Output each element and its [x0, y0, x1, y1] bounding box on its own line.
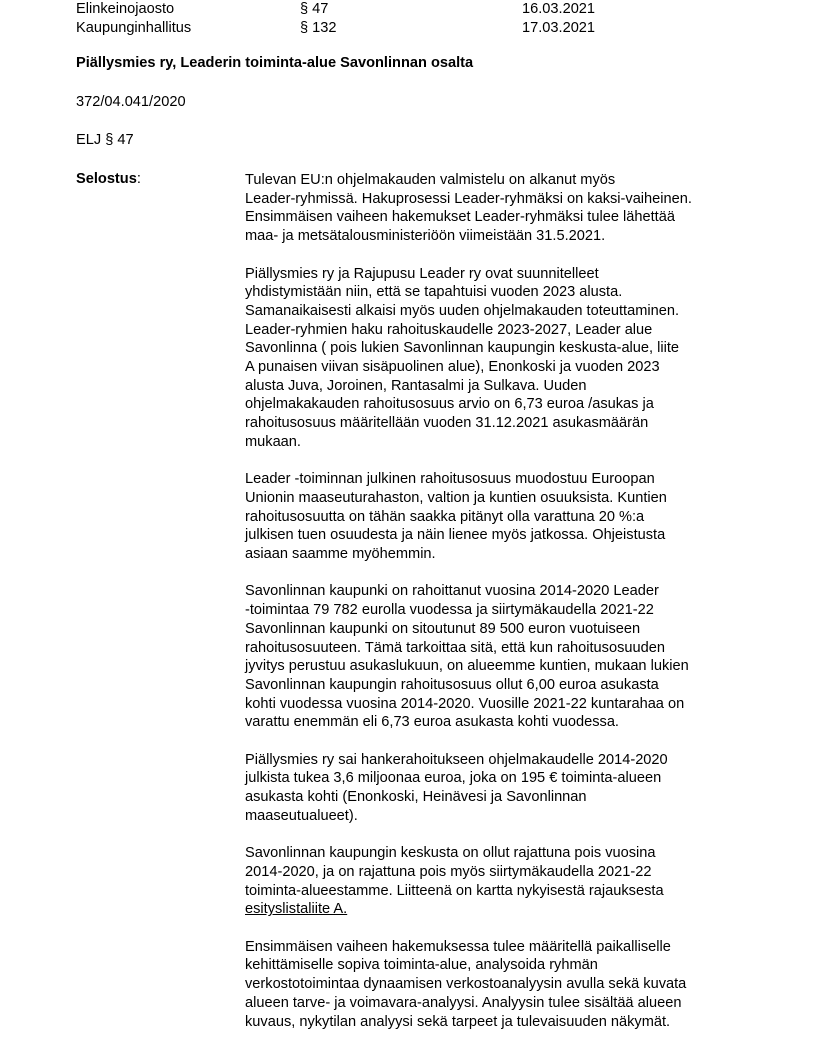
paragraph-line: rahoitusosuutta on tähän saakka pitänyt olla varattuna 20 %:a — [245, 508, 645, 525]
selostus-body — [245, 171, 745, 1050]
paragraph-2 — [245, 265, 745, 452]
paragraph-1 — [245, 171, 745, 246]
paragraph-line: Tulevan EU:n ohjelmakauden valmistelu on alkanut myös — [245, 172, 616, 188]
header-date: 16.03.2021 — [522, 1, 596, 17]
header-row-elinkeinojaosto — [76, 0, 776, 19]
paragraph-line: -toimintaa 79 782 eurolla vuodessa ja siirtymäkaudella 2021-22 — [245, 602, 654, 619]
paragraph-line: kuvaus, nykytilan analyysi sekä tarpeet ja tulevaisuuden näkymät. — [245, 1013, 671, 1030]
paragraph-7 — [245, 938, 745, 1032]
header-body-name: Elinkeinojaosto — [76, 1, 175, 17]
paragraph-5 — [245, 751, 745, 826]
paragraph-line: rahoitusosuus määritellään vuoden 31.12.2021 asukasmäärän — [245, 415, 649, 432]
paragraph-line: alusta Juva, Joroinen, Rantasalmi ja Sulkava. Uuden — [245, 377, 587, 394]
paragraph-6 — [245, 844, 745, 919]
paragraph-line: varattu enemmän eli 6,73 euroa asukasta kohti vuodessa. — [245, 714, 619, 731]
attachment-link[interactable]: esityslistaliite A. — [245, 901, 348, 918]
header-section-number: § 47 — [300, 1, 329, 17]
paragraph-line: kehittämiselle sopiva toiminta-alue, analysoida ryhmän — [245, 957, 598, 974]
paragraph-line: Samanaikaisesti alkaisi myös uuden ohjelmakauden toteuttaminen. — [245, 302, 680, 319]
paragraph-line: ohjelmakakauden rahoitusosuus arvio on 6,73 euroa /asukas ja — [245, 396, 654, 413]
paragraph-line: jyvitys perustuu asukaslukuun, on alueemme kuntien, mukaan lukien — [245, 658, 689, 675]
header-row-kaupunginhallitus — [76, 19, 776, 38]
paragraph-line: Savonlinnan kaupungin keskusta on ollut rajattuna pois vuosina — [245, 845, 656, 862]
paragraph-line: Savonlinnan kaupungin rahoitusosuus ollut 6,00 euroa asukasta — [245, 676, 659, 693]
paragraph-line: yhdistymistään niin, että se tapahtuisi vuoden 2023 alusta. — [245, 284, 623, 301]
paragraph-line: maa- ja metsätalousministeriöön viimeistään 31.5.2021. — [245, 228, 606, 245]
paragraph-line: Piällysmies ry sai hankerahoitukseen ohjelmakaudelle 2014-2020 — [245, 751, 668, 768]
paragraph-line: kohti vuodessa vuosina 2014-2020. Vuosille 2021-22 kuntarahaa on — [245, 695, 685, 712]
paragraph-line: Ensimmäisen vaiheen hakemuksessa tulee määritellä paikalliselle — [245, 938, 671, 955]
header-section-number: § 132 — [300, 20, 337, 36]
header-date: 17.03.2021 — [522, 20, 596, 36]
paragraph-line: A punaisen viivan sisäpuolinen alue), Enonkoski ja vuoden 2023 — [245, 359, 660, 376]
paragraph-line: julkisen tuen osuudesta ja näin lienee myös jatkossa. Ohjeistusta — [245, 527, 666, 544]
attachment-link-line — [245, 900, 745, 919]
paragraph-line: Savonlinna ( pois lukien Savonlinnan kaupungin keskusta-alue, liite — [245, 340, 680, 357]
paragraph-line: Unionin maaseuturahaston, valtion ja kuntien osuuksista. Kuntien — [245, 489, 667, 506]
selostus-label-text: Selostus — [76, 171, 137, 187]
paragraph-line: Savonlinnan kaupunki on rahoittanut vuosina 2014-2020 Leader — [245, 583, 659, 600]
header-body-name: Kaupunginhallitus — [76, 20, 192, 36]
case-number: 372/04.041/2020 — [76, 94, 186, 110]
selostus-label-colon: : — [136, 171, 141, 187]
paragraph-line: asiaan saamme myöhemmin. — [245, 546, 436, 563]
paragraph-line: Savonlinnan kaupunki on sitoutunut 89 500 euron vuotuiseen — [245, 620, 641, 637]
paragraph-line: alueen tarve- ja voimavara-analyysi. Analyysin tulee sisältää alueen — [245, 994, 682, 1011]
paragraph-line: asukasta kohti (Enonkoski, Heinävesi ja Savonlinnan — [245, 789, 587, 806]
paragraph-line: Leader-ryhmien haku rahoituskaudelle 2023-2027, Leader alue — [245, 321, 653, 338]
paragraph-3 — [245, 470, 745, 564]
paragraph-4 — [245, 582, 745, 732]
paragraph-line: julkista tukea 3,6 miljoonaa euroa, joka on 195 € toiminta-alueen — [245, 770, 662, 787]
paragraph-line: toiminta-alueestamme. Liitteenä on kartta nykyisestä rajauksesta — [245, 882, 664, 899]
elj-reference: ELJ § 47 — [76, 132, 134, 148]
paragraph-line: Leader -toiminnan julkinen rahoitusosuus muodostuu Euroopan — [245, 471, 655, 488]
document-title: Piällysmies ry, Leaderin toiminta-alue Savonlinnan osalta — [76, 55, 474, 71]
paragraph-line: Leader-ryhmissä. Hakuprosessi Leader-ryhmäksi on kaksi-vaiheinen. — [245, 190, 692, 207]
selostus-label — [76, 171, 141, 187]
paragraph-line: rahoitusosuuteen. Tämä tarkoittaa sitä, että kun rahoitusosuuden — [245, 639, 665, 656]
paragraph-line: mukaan. — [245, 433, 301, 450]
paragraph-line: Piällysmies ry ja Rajupusu Leader ry ovat suunnitelleet — [245, 265, 599, 282]
paragraph-line: 2014-2020, ja on rajattuna pois myös siirtymäkaudella 2021-22 — [245, 863, 652, 880]
paragraph-line: Ensimmäisen vaiheen hakemukset Leader-ryhmäksi tulee lähettää — [245, 209, 675, 226]
paragraph-line: maaseutualueet). — [245, 807, 358, 824]
paragraph-line: verkostotoimintaa dynaamisen verkostoanalyysin avulla sekä kuvata — [245, 976, 687, 993]
